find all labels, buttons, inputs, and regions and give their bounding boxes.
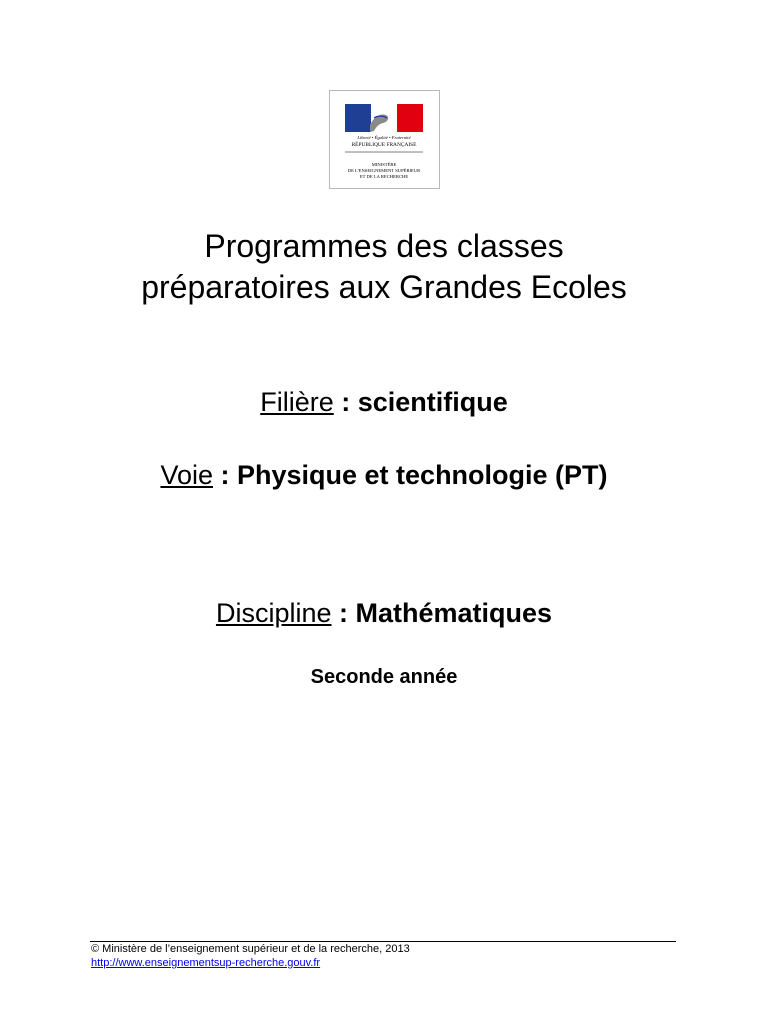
logo-ministry-line2: DE L'ENSEIGNEMENT SUPÉRIEUR [347,168,421,173]
voie-value: : Physique et technologie (PT) [213,460,608,490]
discipline-label: Discipline [215,598,332,628]
filiere-value: : scientifique [333,387,508,417]
filiere-line [0,386,768,418]
logo-ministry-line1: MINISTÈRE [371,162,397,167]
logo-motto: Liberté • Égalité • Fraternité [357,135,411,140]
logo-republic: RÉPUBLIQUE FRANÇAISE [351,142,417,148]
title-line-2: préparatoires aux Grandes Ecoles [141,269,627,305]
voie-line [0,459,768,491]
marianne-flag-icon [330,91,439,188]
footer-link[interactable]: http://www.enseignementsup-recherche.gouv.fr [91,957,321,969]
logo-ministry-line3: ET DE LA RECHERCHE [359,174,409,179]
ministry-logo [329,90,440,189]
filiere-label: Filière [260,387,334,417]
footer [91,942,410,970]
discipline-line [0,597,768,629]
voie-label: Voie [160,460,213,490]
document-title [0,226,768,308]
discipline-value: : Mathématiques [331,598,553,628]
title-line-1: Programmes des classes [204,228,564,264]
footer-copyright: © Ministère de l’enseignement supérieur et de la recherche, 2013 [91,943,410,955]
year-label: Seconde année [310,666,458,688]
